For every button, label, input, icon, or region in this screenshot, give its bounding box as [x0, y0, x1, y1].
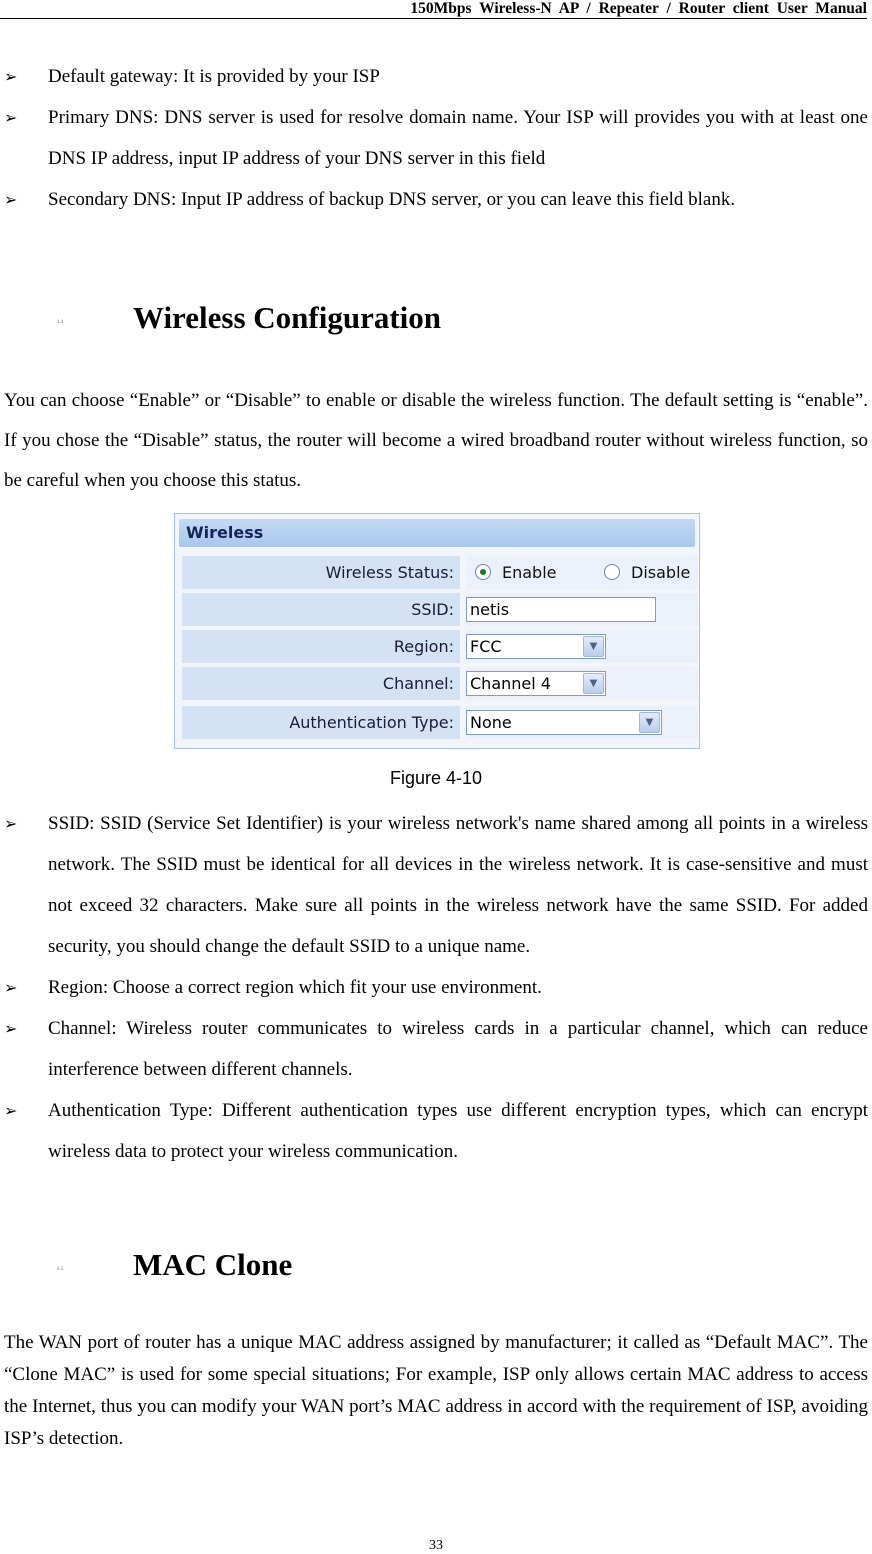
wireless-status-control: [466, 556, 698, 589]
region-label: Region:: [182, 630, 460, 663]
channel-label: Channel:: [182, 667, 460, 700]
page-number: 33: [429, 1538, 443, 1553]
disable-radio[interactable]: [604, 564, 620, 580]
chevron-down-icon: ▼: [639, 712, 660, 733]
figure-title: Wireless: [179, 519, 695, 547]
top-bullet-list: [0, 56, 868, 220]
authentication-type-select-value: None: [470, 713, 512, 732]
authentication-type-label: Authentication Type:: [182, 706, 460, 739]
bullet-region: ➢ Region: Choose a correct region which fit your use environment.: [0, 967, 868, 1008]
region-select[interactable]: [466, 634, 606, 659]
wireless-status-row: [182, 556, 698, 589]
ssid-input[interactable]: netis: [466, 597, 656, 622]
bullet-primary-dns: ➢ Primary DNS: DNS server is used for resolve domain name. Your ISP will provides you with at least one DNS IP address, input IP address of your DNS server in this field: [0, 97, 868, 179]
wireless-bullet-list: [0, 803, 868, 1172]
channel-select[interactable]: [466, 671, 606, 696]
figure-caption: Figure 4-10: [389, 768, 483, 788]
enable-radio-label: Enable: [502, 563, 557, 582]
section-title-wireless: Wireless Configuration: [133, 300, 442, 335]
section-title-mac-clone: MAC Clone: [133, 1247, 293, 1282]
region-row: [182, 630, 698, 663]
wireless-status-label: Wireless Status:: [182, 556, 460, 589]
channel-row: [182, 667, 698, 700]
ssid-row: [182, 593, 698, 626]
page-header: 150Mbps Wireless-N AP / Repeater / Router client User Manual: [0, 0, 867, 19]
chevron-down-icon: ▼: [583, 673, 604, 694]
bullet-authentication-type: ➢ Authentication Type: Different authentication types use different encryption types, which can encrypt wireless data to protect your wireless communication.: [0, 1090, 868, 1172]
wireless-settings-figure: [174, 513, 700, 749]
enable-radio[interactable]: [475, 564, 491, 580]
section-number-mac-clone: 4.5: [57, 1267, 64, 1272]
bullet-ssid: ➢ SSID: SSID (Service Set Identifier) is your wireless network's name shared among all points in a wireless network. The SSID must be identical for all devices in the wireless network. It is case-sensitive and must not exceed 32 characters. Make sure all points in the wireless network have the same SSID. For added security, you should change the default SSID to a unique name.: [0, 803, 868, 967]
disable-radio-label: Disable: [631, 563, 691, 582]
section-heading-wireless: [57, 300, 442, 336]
region-control: [466, 630, 698, 663]
wireless-intro-paragraph: You can choose “Enable” or “Disable” to enable or disable the wireless function. The default setting is “enable”. If you chose the “Disable” status, the router will become a wired broadband router without wireless function, so be careful when you choose this status.: [4, 390, 868, 491]
channel-select-value: Channel 4: [470, 674, 551, 693]
section-heading-mac-clone: [57, 1247, 293, 1283]
region-select-value: FCC: [470, 637, 502, 656]
authentication-type-select[interactable]: [466, 710, 662, 735]
authentication-type-row: [182, 706, 698, 739]
bullet-default-gateway: ➢ Default gateway: It is provided by your ISP: [0, 56, 868, 97]
section-number-wireless: 4.4: [57, 320, 64, 325]
channel-control: [466, 667, 698, 700]
authentication-type-control: [466, 706, 698, 739]
bullet-secondary-dns: ➢ Secondary DNS: Input IP address of backup DNS server, or you can leave this field blank.: [0, 179, 868, 220]
ssid-label: SSID:: [182, 593, 460, 626]
ssid-control: [466, 593, 698, 626]
bullet-channel: ➢ Channel: Wireless router communicates to wireless cards in a particular channel, which can reduce interference between different channels.: [0, 1008, 868, 1090]
mac-clone-intro-paragraph: The WAN port of router has a unique MAC address assigned by manufacturer; it called as “Default MAC”. The “Clone MAC” is used for some special situations; For example, ISP only allows certain MAC address to access the Internet, thus you can modify your WAN port’s MAC address in accord with the requirement of ISP, avoiding ISP’s detection.: [4, 1332, 868, 1449]
chevron-down-icon: ▼: [583, 636, 604, 657]
